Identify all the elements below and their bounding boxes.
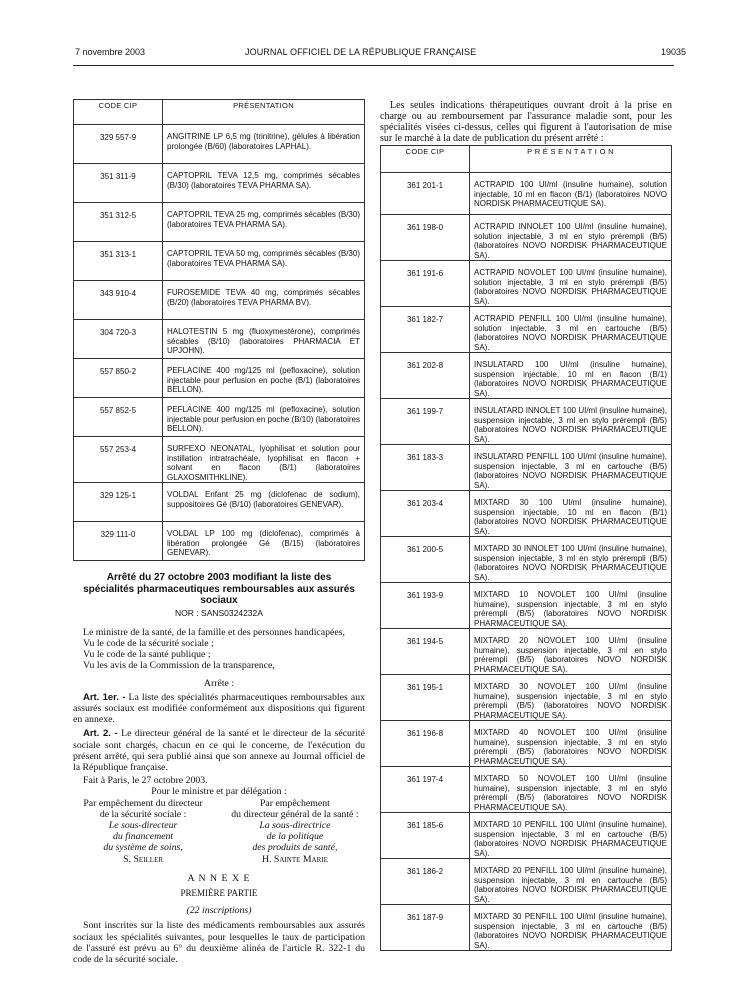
- table-row: [74, 125, 365, 164]
- table-row: [381, 905, 672, 951]
- table-row: [381, 859, 672, 905]
- cip-code-cell: 361 193-9: [381, 583, 470, 629]
- cip-code-cell: 557 253-4: [74, 437, 163, 483]
- cip-code-cell: 361 183-3: [381, 445, 470, 491]
- presentation-cell: HALOTESTIN 5 mg (fluoxymestérone), comprimés sécables (B/10) (laboratoires PHARMACIA ET UPJOHN).: [163, 320, 365, 359]
- cip-code-cell: 557 850-2: [74, 359, 163, 398]
- presentation-cell: CAPTOPRIL TEVA 50 mg, comprimés sécables (B/30) (laboratoires TEVA PHARMA SA).: [163, 242, 365, 281]
- table-row: [381, 399, 672, 445]
- table-row: [381, 629, 672, 675]
- left-col-presentation-header: PRÉSENTATION: [163, 100, 365, 125]
- decree-title: Arrêté du 27 octobre 2003 modifiant la liste des spécialités pharmaceutiques remboursables aux assurés sociaux: [83, 572, 355, 606]
- annexe-closing: Sont inscrites sur la liste des médicaments remboursables aux assurés sociaux les spécialités suivantes, pour lesquelles le taux de participation de l'assuré est prévu au 6° du deuxième alinéa de l'article R. 322-1 du code de la sécurité sociale.: [73, 920, 365, 965]
- presentation-cell: PEFLACINE 400 mg/125 ml (pefloxacine), solution injectable pour perfusion en poche (B/1) (laboratoires BELLON).: [163, 359, 365, 398]
- presentation-cell: INSULATARD PENFILL 100 UI/ml (insuline humaine), suspension injectable, 3 ml en cartouche (B/5) (laboratoires NOVO NORDISK PHARMACEUTIQUE SA).: [470, 445, 672, 491]
- presentation-cell: ACTRAPID INNOLET 100 UI/ml (insuline humaine), solution injectable, 3 ml en stylo prérempli (B/5) (laboratoires NOVO NORDISK PHARMACEUTIQUE SA).: [470, 215, 672, 261]
- decree-article-2: [73, 728, 365, 773]
- table-row: [381, 767, 672, 813]
- sig-left-line-2: de la sécurité sociale :: [99, 808, 187, 820]
- header-rule: [73, 65, 674, 66]
- presentation-cell: MIXTARD 30 NOVOLET 100 UI/ml (insuline humaine), suspension injectable, 3 ml en stylo prérempli (B/5) (laboratoires NOVO NORDISK PHARMACEUTIQUE SA).: [470, 675, 672, 721]
- presentation-cell: ACTRAPID 100 UI/ml (insuline humaine), solution injectable, 10 ml en flacon (B/1) (laboratoires NOVO NORDISK PHARMACEUTIQUE SA).: [470, 173, 672, 215]
- sig-right-line-5: des produits de santé,: [252, 842, 338, 854]
- cip-code-cell: 361 182-7: [381, 307, 470, 353]
- right-cip-table: [380, 145, 672, 951]
- table-row: [381, 445, 672, 491]
- table-row: [74, 281, 365, 320]
- presentation-cell: INSULATARD 100 UI/ml (insuline humaine), suspension injectable, 10 ml en flacon (B/1) (laboratoires NOVO NORDISK PHARMACEUTIQUE SA).: [470, 353, 672, 399]
- cip-code-cell: 361 194-5: [381, 629, 470, 675]
- cip-code-cell: 329 557-9: [74, 125, 163, 164]
- presentation-cell: FUROSEMIDE TEVA 40 mg, comprimés sécables (B/20) (laboratoires TEVA PHARMA BV).: [163, 281, 365, 320]
- decree-article-1: [73, 692, 365, 726]
- cip-code-cell: 351 312-5: [74, 203, 163, 242]
- cip-code-cell: 343 910-4: [74, 281, 163, 320]
- cip-code-cell: 361 202-8: [381, 353, 470, 399]
- presentation-cell: MIXTARD 50 NOVOLET 100 UI/ml (insuline humaine), suspension injectable, 3 ml en stylo prérempli (B/5) (laboratoires NOVO NORDISK PHARMACEUTIQUE SA).: [470, 767, 672, 813]
- cip-code-cell: 329 111-0: [74, 522, 163, 561]
- left-cip-table: [73, 99, 365, 561]
- presentation-cell: PEFLACINE 400 mg/125 ml (pefloxacine), solution injectable pour perfusion en poche (B/10) (laboratoires BELLON).: [163, 398, 365, 437]
- cip-code-cell: 361 198-0: [381, 215, 470, 261]
- sig-right-line-1: Par empêchement: [259, 797, 330, 809]
- cip-code-cell: 304 720-3: [74, 320, 163, 359]
- sig-left-line-1: Par empêchement du directeur: [83, 797, 203, 809]
- decree-section: [73, 572, 365, 965]
- signatures: [73, 798, 365, 865]
- table-row: [381, 307, 672, 353]
- table-row: [74, 483, 365, 522]
- article-1-label: Art. 1er. -: [83, 691, 126, 703]
- sig-right-line-2: du directeur général de la santé :: [231, 808, 359, 820]
- signature-left: [73, 798, 213, 865]
- presentation-cell: MIXTARD 10 PENFILL 100 UI/ml (insuline humaine), suspension injectable, 3 ml en cartouche (B/5) (laboratoires NOVO NORDISK PHARMACEUTIQUE SA).: [470, 813, 672, 859]
- decree-fait: Fait à Paris, le 27 octobre 2003.: [83, 775, 208, 787]
- table-row: [381, 173, 672, 215]
- cip-code-cell: 329 125-1: [74, 483, 163, 522]
- cip-code-cell: 557 852-5: [74, 398, 163, 437]
- cip-code-cell: 361 203-4: [381, 491, 470, 537]
- cip-code-cell: 361 186-2: [381, 859, 470, 905]
- presentation-cell: SURFEXO NEONATAL, lyophilisat et solution pour instillation intratrachéale, lyophilisat en flacon + solvant en flacon (B/1) (laboratoires GLAXOSMITHKLINE).: [163, 437, 365, 483]
- sig-right-name: H. Sainte Marie: [261, 853, 328, 865]
- annexe-heading: A N N E X E: [187, 872, 251, 884]
- presentation-cell: MIXTARD 30 PENFILL 100 UI/ml (insuline humaine), suspension injectable, 3 ml en cartouche (B/5) (laboratoires NOVO NORDISK PHARMACEUTIQUE SA).: [470, 905, 672, 951]
- decree-vu-3: Vu les avis de la Commission de la transparence,: [83, 660, 275, 672]
- table-row: [381, 813, 672, 859]
- annexe-part: PREMIÈRE PARTIE: [180, 887, 258, 898]
- presentation-cell: MIXTARD 20 NOVOLET 100 UI/ml (insuline humaine), suspension injectable, 3 ml en stylo prérempli (B/5) (laboratoires NOVO NORDISK PHARMACEUTIQUE SA).: [470, 629, 672, 675]
- presentation-cell: ACTRAPID PENFILL 100 UI/ml (insuline humaine), solution injectable, 3 ml en cartouche (B/5) (laboratoires NOVO NORDISK PHARMACEUTIQUE SA).: [470, 307, 672, 353]
- right-col-presentation-header: P R É S E N T A T I O N: [470, 146, 672, 173]
- presentation-cell: ANGITRINE LP 6,5 mg (trinitrine), gélules à libération prolongée (B/60) (laboratoires LAPHAL).: [163, 125, 365, 164]
- decree-pour: Pour le ministre et par délégation :: [151, 786, 287, 798]
- presentation-cell: MIXTARD 30 100 UI/ml (insuline humaine), suspension injectable, 10 ml en flacon (B/1) (laboratoires NOVO NORDISK PHARMACEUTIQUE SA).: [470, 491, 672, 537]
- signature-right: [225, 798, 365, 865]
- sig-right-line-4: de la politique: [266, 831, 324, 843]
- table-row: [381, 675, 672, 721]
- article-2-label: Art. 2. -: [83, 728, 118, 740]
- presentation-cell: INSULATARD INNOLET 100 UI/ml (insuline humaine), suspension injectable, 3 ml en stylo prérempli (B/5) (laboratoires NOVO NORDISK PHARMACEUTIQUE SA).: [470, 399, 672, 445]
- table-row: [381, 721, 672, 767]
- left-table-body: [74, 125, 365, 561]
- cip-code-cell: 361 187-9: [381, 905, 470, 951]
- cip-code-cell: 361 191-6: [381, 261, 470, 307]
- table-row: [381, 215, 672, 261]
- cip-code-cell: 361 201-1: [381, 173, 470, 215]
- table-row: [74, 398, 365, 437]
- right-table-body: [381, 173, 672, 951]
- table-row: [74, 203, 365, 242]
- decree-intro: Le ministre de la santé, de la famille et des personnes handicapées,: [83, 626, 345, 638]
- cip-code-cell: 361 185-6: [381, 813, 470, 859]
- table-row: [381, 583, 672, 629]
- decree-arrete: Arrête :: [203, 677, 235, 689]
- table-row: [381, 491, 672, 537]
- table-row: [381, 353, 672, 399]
- table-row: [74, 359, 365, 398]
- presentation-cell: ACTRAPID NOVOLET 100 UI/ml (insuline humaine), solution injectable, 3 ml en stylo prérempli (B/5) (laboratoires NOVO NORDISK PHARMACEUTIQUE SA).: [470, 261, 672, 307]
- table-row: [381, 261, 672, 307]
- presentation-cell: MIXTARD 30 INNOLET 100 UI/ml (insuline humaine), suspension injectable, 3 ml en stylo prérempli (B/5) (laboratoires NOVO NORDISK PHARMACEUTIQUE SA).: [470, 537, 672, 583]
- decree-vu-1: Vu le code de la sécurité sociale ;: [83, 637, 214, 649]
- cip-code-cell: 361 196-8: [381, 721, 470, 767]
- right-col-code-header: CODE CIP: [381, 146, 470, 173]
- right-intro-paragraph: Les seules indications thérapeutiques ouvrant droit à la prise en charge ou au remboursement par l'assurance maladie sont, pour les spécialités visées ci-dessus, celles qui figurent à l'autorisation de mise sur le marché à la date de publication du présent arrêté :: [380, 100, 672, 144]
- left-col-code-header: CODE CIP: [74, 100, 163, 125]
- decree-vu-2: Vu le code de la santé publique ;: [83, 649, 211, 661]
- cip-code-cell: 361 200-5: [381, 537, 470, 583]
- presentation-cell: MIXTARD 40 NOVOLET 100 UI/ml (insuline humaine), suspension injectable, 3 ml en stylo prérempli (B/5) (laboratoires NOVO NORDISK PHARMACEUTIQUE SA).: [470, 721, 672, 767]
- sig-left-line-5: du système de soins,: [103, 842, 183, 854]
- sig-right-line-3: La sous-directrice: [259, 819, 331, 831]
- cip-code-cell: 361 199-7: [381, 399, 470, 445]
- header-page-number: 19035: [660, 47, 686, 57]
- presentation-cell: MIXTARD 10 NOVOLET 100 UI/ml (insuline humaine), suspension injectable, 3 ml en stylo prérempli (B/5) (laboratoires NOVO NORDISK PHARMACEUTIQUE SA).: [470, 583, 672, 629]
- table-row: [74, 522, 365, 561]
- sig-left-name: S. Seiller: [123, 853, 164, 865]
- header-journal-title: JOURNAL OFFICIEL DE LA RÉPUBLIQUE FRANÇAISE: [245, 47, 477, 57]
- table-row: [381, 537, 672, 583]
- sig-left-line-4: du financement: [113, 831, 174, 843]
- table-row: [74, 320, 365, 359]
- presentation-cell: VOLDAL LP 100 mg (diclofenac), comprimés à libération prolongée Gé (B/15) (laboratoires GENEVAR).: [163, 522, 365, 561]
- presentation-cell: VOLDAL Enfant 25 mg (diclofenac de sodium), suppositoires Gé (B/10) (laboratoires GENEVAR).: [163, 483, 365, 522]
- table-row: [74, 242, 365, 281]
- annexe-inscriptions: (22 inscriptions): [186, 905, 252, 917]
- article-2-text: Le directeur général de la santé et le directeur de la sécurité sociale sont chargés, chacun en ce qui le concerne, de l'exécution du présent arrêté, qui sera publié ainsi que son annexe au Journal officiel de la République française.: [73, 728, 365, 773]
- presentation-cell: MIXTARD 20 PENFILL 100 UI/ml (insuline humaine), suspension injectable, 3 ml en cartouche (B/5) (laboratoires NOVO NORDISK PHARMACEUTIQUE SA).: [470, 859, 672, 905]
- article-1-text: La liste des spécialités pharmaceutiques remboursables aux assurés sociaux est modifiée conformément aux dispositions qui figurent en annexe.: [73, 691, 365, 726]
- running-header: [0, 47, 748, 61]
- cip-code-cell: 351 313-1: [74, 242, 163, 281]
- sig-left-line-3: Le sous-directeur: [108, 819, 178, 831]
- table-row: [74, 164, 365, 203]
- header-date: 7 novembre 2003: [75, 47, 146, 57]
- decree-nor: NOR : SANS0324232A: [175, 607, 263, 618]
- cip-code-cell: 361 195-1: [381, 675, 470, 721]
- cip-code-cell: 361 197-4: [381, 767, 470, 813]
- cip-code-cell: 351 311-9: [74, 164, 163, 203]
- presentation-cell: CAPTOPRIL TEVA 25 mg, comprimés sécables (B/30) (laboratoires TEVA PHARMA SA).: [163, 203, 365, 242]
- presentation-cell: CAPTOPRIL TEVA 12,5 mg, comprimés sécables (B/30) (laboratoires TEVA PHARMA SA).: [163, 164, 365, 203]
- table-row: [74, 437, 365, 483]
